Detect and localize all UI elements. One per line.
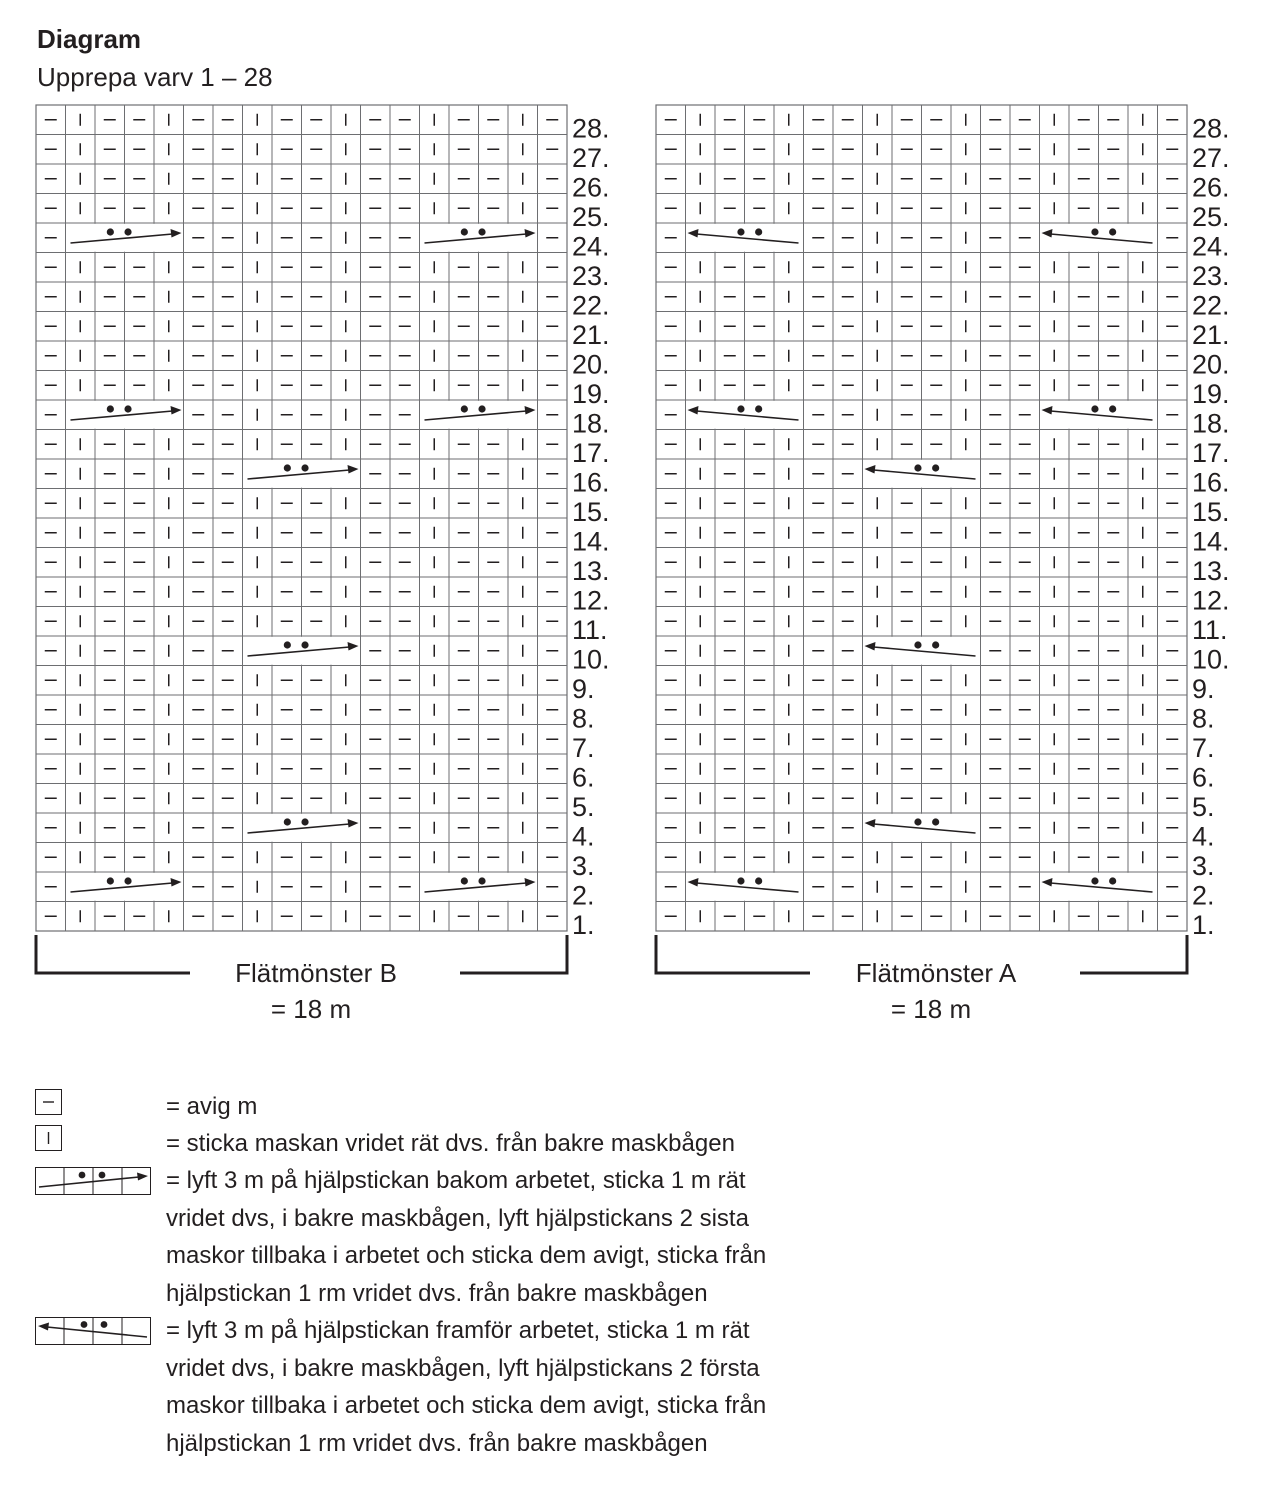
cable-dot xyxy=(124,877,131,884)
row-number-label: 25. xyxy=(572,202,610,232)
row-number-label: 22. xyxy=(1192,290,1230,321)
row-number-label: 11. xyxy=(1192,615,1228,645)
legend-cable-right-line-4: hjälpstickan 1 rm vridet dvs. från bakre maskbågen xyxy=(166,1279,708,1307)
cable-dot xyxy=(124,228,131,235)
bracket-right xyxy=(460,935,567,973)
row-number-label: 16. xyxy=(1192,467,1230,498)
cable-dot xyxy=(478,228,485,235)
row-number-label: 17. xyxy=(572,438,610,468)
cable-dot xyxy=(737,228,744,235)
cable-dot xyxy=(461,405,468,412)
legend-knit-tbl-text: = sticka maskan vridet rät dvs. från bakre maskbågen xyxy=(166,1130,735,1157)
bracket-right xyxy=(1080,935,1187,973)
row-number-label: 19. xyxy=(572,379,610,409)
row-number-label: 22. xyxy=(572,290,610,321)
row-number-label: 3. xyxy=(572,851,595,881)
legend-cable-left-icon xyxy=(35,1317,151,1345)
row-number-label: 10. xyxy=(572,644,610,675)
legend-knit-tbl-icon xyxy=(35,1125,62,1151)
row-number-label: 24. xyxy=(1192,231,1230,262)
row-number-label: 23. xyxy=(1192,261,1230,291)
legend-cable-left-text xyxy=(166,1312,766,1462)
cable-dot xyxy=(284,818,291,825)
legend-cable-right-line-3: maskor tillbaka i arbetet och sticka dem avigt, sticka från xyxy=(166,1242,767,1269)
cable-dot xyxy=(1091,405,1098,412)
row-number-label: 20. xyxy=(1192,349,1230,380)
row-number-label: 26. xyxy=(1192,172,1230,203)
cable-dot xyxy=(1091,877,1098,884)
cable-dot xyxy=(284,464,291,471)
cable-dot xyxy=(932,464,939,471)
legend-cable-right-text xyxy=(166,1162,766,1312)
row-number-label: 6. xyxy=(1192,762,1215,793)
cable-dot xyxy=(478,405,485,412)
legend-cable-left-line-2: vridet dvs, i bakre maskbågen, lyft hjälpstickans 2 första xyxy=(166,1354,760,1382)
row-number-label: 3. xyxy=(1192,851,1215,881)
cable-dot xyxy=(301,641,308,648)
row-number-label: 4. xyxy=(1192,821,1215,852)
chart-stitch-count-label: = 18 m xyxy=(270,994,352,1024)
cable-dot xyxy=(755,405,762,412)
legend-cable-left-line-1: = lyft 3 m på hjälpstickan framför arbetet, sticka 1 m rät xyxy=(166,1317,750,1344)
cable-dot xyxy=(932,818,939,825)
row-number-label: 11. xyxy=(572,615,608,645)
row-number-label: 5. xyxy=(1192,792,1215,822)
row-number-label: 10. xyxy=(1192,644,1230,675)
cable-dot xyxy=(914,818,921,825)
row-number-label: 2. xyxy=(1192,880,1215,911)
cable-dot xyxy=(461,877,468,884)
cable-dot xyxy=(932,641,939,648)
row-number-label: 24. xyxy=(572,231,610,262)
row-number-label: 16. xyxy=(572,467,610,498)
row-number-label: 25. xyxy=(1192,202,1230,232)
row-number-label: 19. xyxy=(1192,379,1230,409)
cable-dot xyxy=(124,405,131,412)
row-number-label: 21. xyxy=(572,320,610,350)
legend-purl-text: = avig m xyxy=(166,1093,258,1120)
diagram-title: Diagram xyxy=(37,24,142,54)
cable-dot xyxy=(478,877,485,884)
chart-name-label: Flätmönster A xyxy=(855,958,1017,988)
chart-a xyxy=(656,105,1230,1024)
row-number-label: 8. xyxy=(572,703,595,734)
row-number-label: 8. xyxy=(1192,703,1215,734)
legend-cable-right-line-1: = lyft 3 m på hjälpstickan bakom arbetet, sticka 1 m rät xyxy=(166,1167,746,1194)
cable-dot xyxy=(301,464,308,471)
row-number-label: 9. xyxy=(572,674,595,704)
row-number-label: 15. xyxy=(572,497,610,527)
bracket-left xyxy=(656,935,810,973)
chart-b xyxy=(36,105,610,1024)
legend-purl-icon xyxy=(35,1089,62,1115)
row-number-label: 17. xyxy=(1192,438,1230,468)
cable-dot xyxy=(107,405,114,412)
row-number-label: 12. xyxy=(572,585,610,616)
row-number-label: 1. xyxy=(1192,910,1215,940)
legend-cable-right-icon xyxy=(35,1167,151,1195)
cable-dot xyxy=(755,877,762,884)
cable-dot xyxy=(755,228,762,235)
row-number-label: 21. xyxy=(1192,320,1230,350)
row-number-label: 13. xyxy=(1192,556,1230,586)
diagram-subtitle: Upprepa varv 1 – 28 xyxy=(37,62,273,92)
row-number-label: 1. xyxy=(572,910,595,940)
row-number-label: 28. xyxy=(1192,113,1230,144)
row-number-label: 2. xyxy=(572,880,595,911)
row-number-label: 7. xyxy=(572,733,595,763)
cable-dot xyxy=(284,641,291,648)
row-number-label: 6. xyxy=(572,762,595,793)
row-number-label: 7. xyxy=(1192,733,1215,763)
cable-dot xyxy=(107,877,114,884)
cable-dot xyxy=(914,641,921,648)
row-number-label: 23. xyxy=(572,261,610,291)
row-number-label: 9. xyxy=(1192,674,1215,704)
cable-dot xyxy=(914,464,921,471)
chart-stitch-count-label: = 18 m xyxy=(890,994,972,1024)
row-number-label: 27. xyxy=(572,143,610,173)
row-number-label: 18. xyxy=(572,408,610,439)
legend-cable-left-line-4: hjälpstickan 1 rm vridet dvs. från bakre maskbågen xyxy=(166,1429,708,1457)
legend-cable-right-line-2: vridet dvs, i bakre maskbågen, lyft hjälpstickans 2 sista xyxy=(166,1204,749,1232)
row-number-label: 27. xyxy=(1192,143,1230,173)
cable-dot xyxy=(107,228,114,235)
row-number-label: 4. xyxy=(572,821,595,852)
cable-dot xyxy=(737,877,744,884)
row-number-label: 13. xyxy=(572,556,610,586)
row-number-label: 15. xyxy=(1192,497,1230,527)
row-number-label: 20. xyxy=(572,349,610,380)
cable-dot xyxy=(1109,228,1116,235)
row-number-label: 5. xyxy=(572,792,595,822)
cable-dot xyxy=(461,228,468,235)
row-number-label: 14. xyxy=(1192,526,1230,557)
legend-cable-left-line-3: maskor tillbaka i arbetet och sticka dem avigt, sticka från xyxy=(166,1392,767,1419)
cable-dot xyxy=(1091,228,1098,235)
row-number-label: 26. xyxy=(572,172,610,203)
cable-dot xyxy=(1109,405,1116,412)
chart-name-label: Flätmönster B xyxy=(235,958,397,988)
cable-dot xyxy=(301,818,308,825)
row-number-label: 12. xyxy=(1192,585,1230,616)
cable-dot xyxy=(737,405,744,412)
row-number-label: 14. xyxy=(572,526,610,557)
cable-dot xyxy=(1109,877,1116,884)
row-number-label: 28. xyxy=(572,113,610,144)
row-number-label: 18. xyxy=(1192,408,1230,439)
bracket-left xyxy=(36,935,190,973)
